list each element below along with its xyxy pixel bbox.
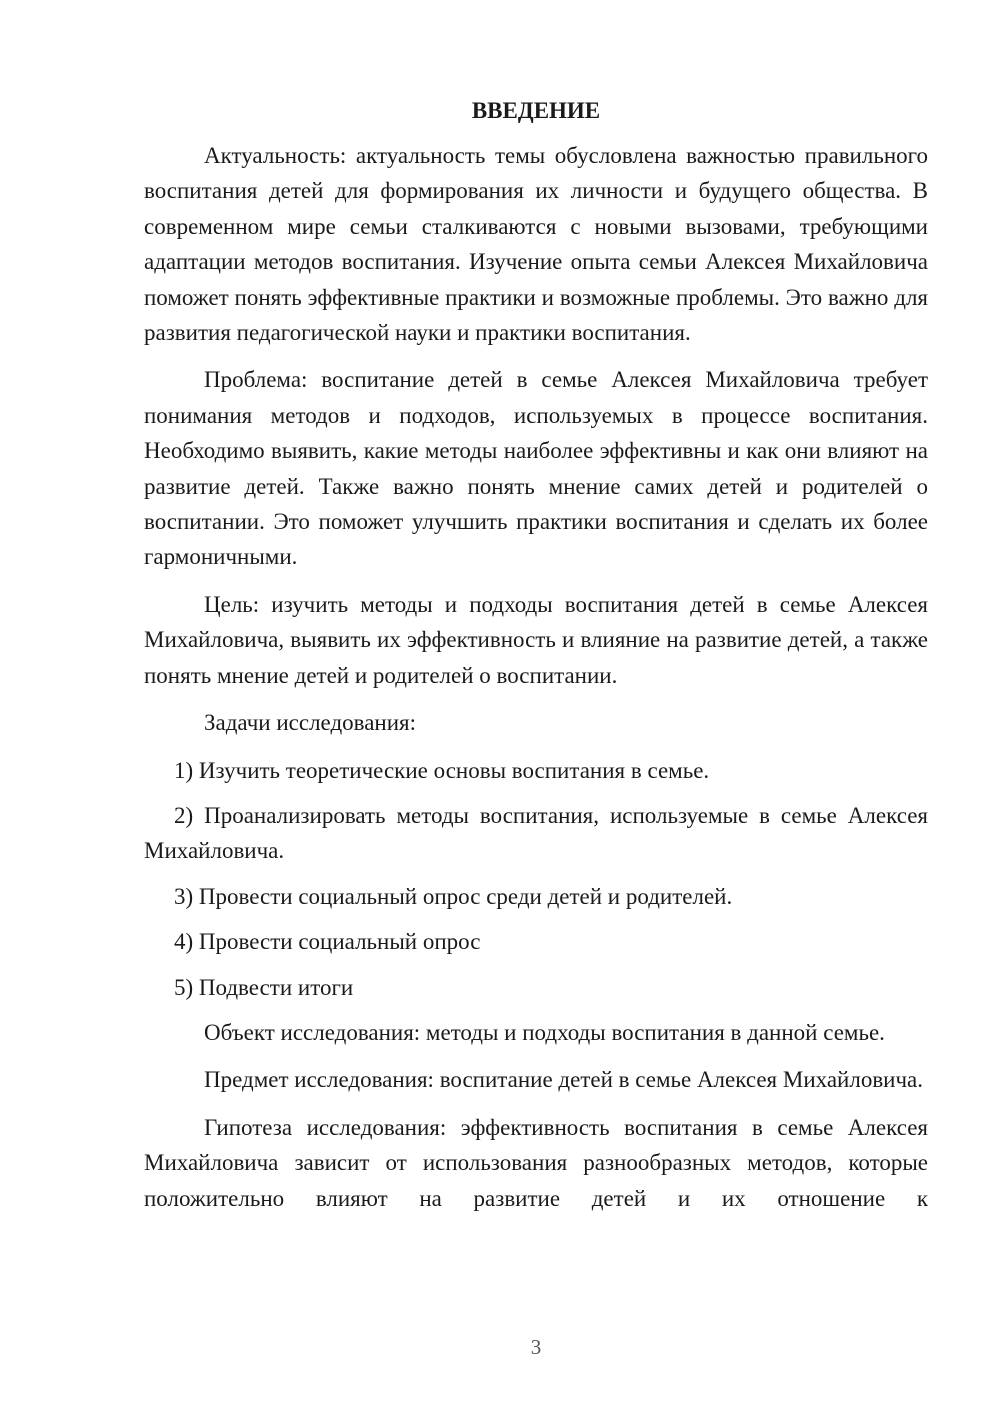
page-number: 3 <box>530 1335 542 1359</box>
task-item-4: 4) Провести социальный опрос <box>174 929 481 955</box>
paragraph-object: Объект исследования: методы и подходы воспитания в данной семье. <box>204 1019 885 1045</box>
paragraph-problem: Проблема: воспитание детей в семье Алексея Михайловича требует понимания методов и подходов, используемых в процессе воспитания. Необходимо выявить, какие методы наиболее эффективны и как они влияют на развитие детей. Также важно понять мнение самих детей и родителей о воспитании. Это поможет улучшить практики воспитания и сделать их более гармоничными. <box>144 367 928 570</box>
paragraph-tasks-heading: Задачи исследования: <box>204 710 417 736</box>
section-title: ВВЕДЕНИЕ <box>471 98 601 123</box>
task-item-3: 3) Провести социальный опрос среди детей и родителей. <box>174 883 733 909</box>
task-item-5: 5) Подвести итоги <box>174 974 354 1000</box>
task-item-2: 2) Проанализировать методы воспитания, используемые в семье Алексея Михайловича. <box>144 802 928 864</box>
task-item-1: 1) Изучить теоретические основы воспитания в семье. <box>174 757 710 783</box>
paragraph-relevance: Актуальность: актуальность темы обусловлена важностью правильного воспитания детей для формирования их личности и будущего общества. В современном мире семьи сталкиваются с новыми вызовами, требующими адаптации методов воспитания. Изучение опыта семьи Алексея Михайловича поможет понять эффективные практики и возможные проблемы. Это важно для развития педагогической науки и практики воспитания. <box>144 143 928 346</box>
paragraph-subject: Предмет исследования: воспитание детей в семье Алексея Михайловича. <box>204 1067 924 1093</box>
paragraph-hypothesis: Гипотеза исследования: эффективность воспитания в семье Алексея Михайловича зависит от использования разнообразных методов, которые положительно влияют на развитие детей и их отношение к <box>144 1114 928 1211</box>
document-body <box>144 96 928 1228</box>
paragraph-goal: Цель: изучить методы и подходы воспитания детей в семье Алексея Михайловича, выявить их эффективность и влияние на развитие детей, а также понять мнение детей и родителей о воспитании. <box>144 591 928 688</box>
